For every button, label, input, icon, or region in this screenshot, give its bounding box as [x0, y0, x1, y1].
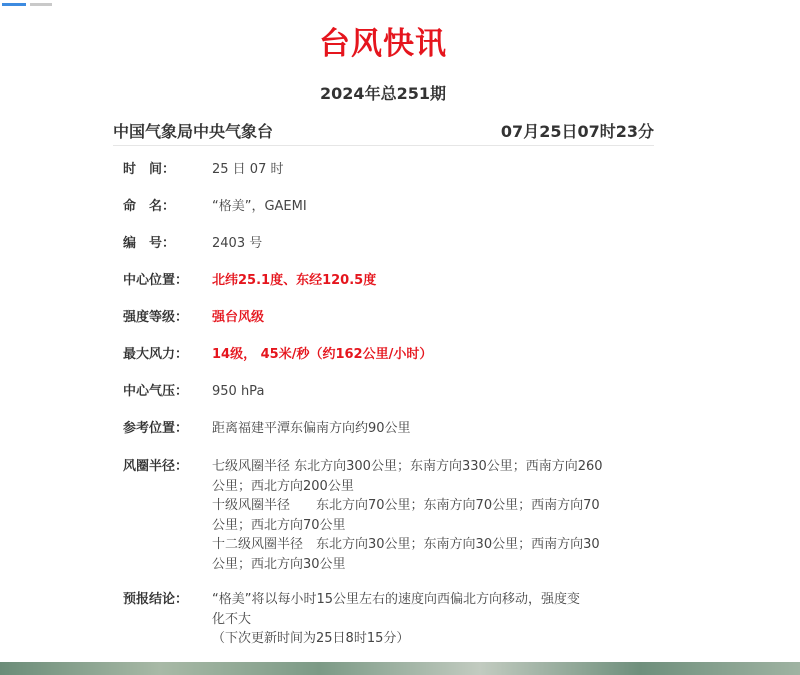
page-title: 台风快讯	[319, 26, 447, 62]
wind-radius-line: 七级风圈半径 东北方向300公里；东南方向330公里；西南方向260	[212, 459, 603, 474]
field-label: 编 号：	[123, 236, 176, 251]
field-value: 北纬25.1度、东经120.5度	[212, 273, 377, 288]
wind-radius-line: 公里；西北方向70公里	[212, 517, 346, 533]
field-value: 强台风级	[212, 310, 265, 325]
agency-row	[113, 119, 654, 146]
tab-indicator[interactable]	[30, 3, 52, 6]
wind-radius-line: 十二级风圈半径 东北方向30公里；东南方向30公里；西南方向30	[212, 537, 600, 552]
wind-radius-line: 十级风圈半径 东北方向70公里；东南方向70公里；西南方向70	[212, 498, 600, 513]
browser-tabs	[0, 0, 60, 6]
field-label: 命 名：	[123, 199, 176, 214]
issue-number: 2024年总251期	[320, 84, 446, 103]
field-value: 2403 号	[212, 236, 263, 251]
field-value: 950 hPa	[212, 384, 265, 399]
tab-indicator-active[interactable]	[2, 3, 26, 6]
background-image-strip	[0, 662, 800, 675]
field-label: 强度等级：	[123, 310, 189, 325]
field-label: 参考位置：	[123, 421, 189, 436]
field-value	[212, 457, 642, 574]
wind-radius-line: 公里；西北方向30公里	[212, 556, 346, 572]
forecast-line: 化不大	[212, 611, 252, 627]
field-label: 中心位置：	[123, 273, 189, 288]
field-label: 时 间：	[123, 162, 176, 177]
wind-radius-line: 公里；西北方向200公里	[212, 478, 354, 494]
issue-time: 07月25日07时23分	[500, 122, 654, 141]
field-label: 中心气压：	[123, 384, 189, 399]
agency-name: 中国气象局中央气象台	[113, 122, 274, 141]
field-value: 14级， 45米/秒（约162公里/小时）	[212, 347, 433, 362]
field-value: 25 日 07 时	[212, 162, 284, 177]
field-label: 风圈半径：	[123, 459, 189, 474]
field-label: 预报结论：	[123, 592, 189, 607]
forecast-line: “格美”将以每小时15公里左右的速度向西偏北方向移动，强度变	[212, 592, 581, 607]
field-value: “格美”，GAEMI	[212, 199, 307, 214]
forecast-line: （下次更新时间为25日8时15分）	[212, 631, 410, 646]
field-value	[212, 590, 642, 649]
field-label: 最大风力：	[123, 347, 189, 362]
field-value: 距离福建平潭东偏南方向约90公里	[212, 421, 411, 436]
